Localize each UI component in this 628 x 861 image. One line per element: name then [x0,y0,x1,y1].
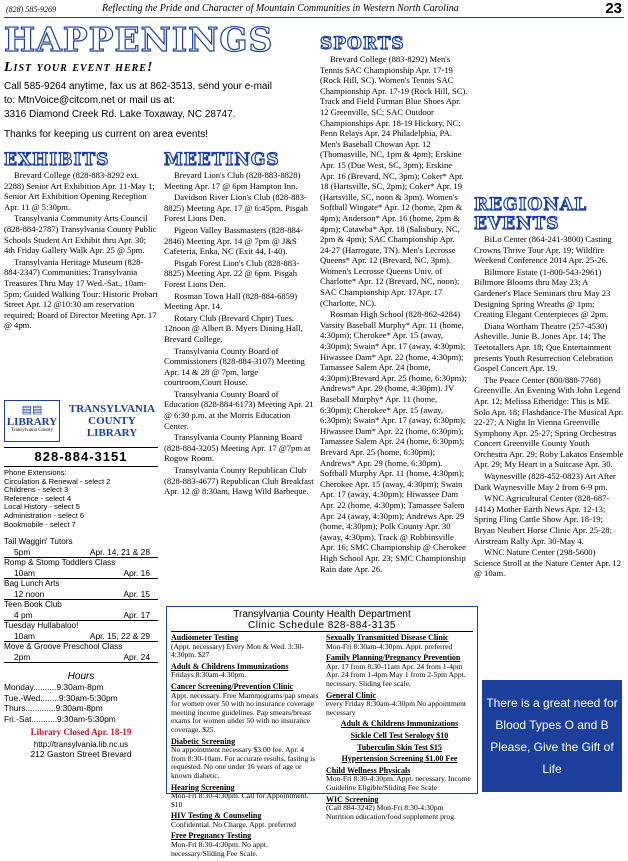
hours-title: Hours [67,671,95,683]
event-when: 10am Apr. 16 [4,568,158,579]
clinic-item: Family Planning/Pregnancy Prevention Apr. 17 from 8:30-11am Apr. 24 from 1-4pm Apr. 24 from 1-4pm May 1 from 2-5pm Appt. necessary. Sliding fee scale. [326,653,466,688]
call-line-1: Call 585-9264 anytime, fax us at 862-3513, send your e-mail [4,81,272,92]
library-url[interactable]: http://transylvania.lib.nc.us [33,740,129,750]
sports-list [320,54,468,574]
exhibit-item: Transylvania Heritage Museum (828-884-2347) Communities: Transylvania Treasures Thru May 17 Wed.-Sat., 10am-5pm; Guided Walking Tour: Historic Probart Street Apr. 12 @10:30 am reservation required; Board of Director Meeting Apr. 17 @ 4pm. [4,256,158,331]
clinic-item: Free Pregnancy Testing Mon-Fri 8:30-4:30pm. No appt. necessary/Sliding Fee Scale. [171,831,268,858]
event-when: 5pm Apr. 14, 21 & 28 [4,547,158,558]
library-events [4,537,158,663]
meeting-item: Transylvania County Republican Club (828-883-4677) Republican Club Breakfast Apr. 12 @ 8:30am, Hawg Wild Barbeque. [164,465,314,497]
exhibit-item: Brevard College (828-883-8292 ext. 2288) Senior Art Exhibition Apr. 11-May 1; Senior Art Exhibition Opening Reception Apr. 11 @ 5:30pm. [4,170,155,212]
page-number: 23 [605,0,622,17]
exhibit-item: Transylvania Community Arts Council (828-884-2787) Transylvania County Public Schools Student Art Exhibit thru Apr. 30; 4th Friday Gallery Walk Apr. 25 @ 5pm. [4,213,157,256]
clinic-item: Tuberculin Skin Test $15 [357,742,442,752]
clinic-item: Audiometer Testing (Appt. necessary) Every Mon & Wed. 3:30-4:30pm. $27 [171,633,304,660]
clinic-item: HIV Testing & Counseling Confidential. No Charge. Appt. preferred [171,811,296,829]
clinic-box [166,606,478,858]
library-address: 212 Gaston Street Brevard [30,749,132,760]
library-phone: 828-884-3151 [4,447,158,467]
library-name-2: COUNTY [88,415,136,427]
meeting-item: Rosman Town Hall (828-884-6859) Meeting Apr. 14. [164,290,298,312]
sports-title: SPORTS [320,34,405,54]
event-when: 10am Apr. 15, 22 & 29 [4,631,158,642]
hours-row: Monday..........9:30am-8pm [4,682,104,693]
clinic-item: Hypertension Screening $1.00 Fee [341,754,458,764]
blood-line-1: There is a great need for [486,696,618,710]
meeting-item: Transylvania County Board of Education (828-884-6173) Meeting Apr. 21 @ 6:30 p.m. at the Morris Education Center. [164,388,314,431]
hours-row: Tue.-Wed........9:30am-5:30pm [4,692,118,703]
phone-option: Local History - select 5 [4,502,80,512]
regional-item: WNC Agricultural Center (828-687-1414) Mother Earth News Apr. 12-13; Spring Fling Cattle Show Apr. 18-19; Bryan Neubert Horse Clinic Apr. 25-28; Airstream Rally Apr. 30-May 4. [474,493,612,546]
regional-item: WNC Nature Center (298-5600) Science Stroll at the Nature Center Apr. 12 @ 10am. [474,547,622,579]
regional-list [474,234,624,579]
blood-drive-ad [482,680,622,792]
clinic-item: General Clinic every Friday 8:30am-4:30pm No appointment necessary [326,690,467,717]
library-logo-badge [4,400,60,442]
library-name-3: LIBRARY [86,427,138,439]
event-when: 2pm Apr. 24 [4,652,158,663]
happenings-title: HAPPENINGS [4,20,274,59]
event-title: Teen Book Club [4,600,62,610]
regional-item: The Peace Center (800/888-7768) Greenville. An Evening With John Legend Apr. 12; Melissa Etheridge: This is ME Solo Apr. 18; Flashdance-The Musical Apr. 22-27; A Night In Vienna Greenville Symphony Apr. 25-27; Spring Orchestras Concert Greenville County Youth Orchestra Apr. 29; Roby Lakatos Ensemble Apr. 29; My Heart in a Suitcase Apr. 30. [474,374,624,470]
phone-option: Phone Extensions: [4,468,67,477]
event-when: 12 noon Apr. 15 [4,589,158,600]
phone-option: Bookmobile - select 7 [4,519,76,529]
event-title: Tail Waggin' Tutors [4,537,73,547]
hours-row: Thurs.............9:30am-8pm [4,703,103,714]
regional-item: BiLo Center (864-241-3800) Casting Crowns Thrive Tour Apr. 19; Wildfire Weekend Conference 2014 Apr. 25-26. [474,234,612,266]
meeting-item: Transylvania County Board of Commissioners (828-884-3107) Meeting Apr. 14 & 28 @ 7pm, large courtroom,Court House. [164,345,305,388]
happenings-subtitle: List your event here! [4,60,154,75]
library-phone-options [4,469,158,529]
meetings-section [164,150,314,605]
clinic-right-col [326,634,473,861]
clinic-item: Hearing Screening Mon-Fri 8:30-4:30pm. Call for Appointment. $10 [171,782,309,809]
clinic-item: Sickle Cell Test Serology $10 [350,730,449,740]
event-title: Tuesday Hullabaloo! [4,621,79,631]
blood-line-3: Please, Give the Gift of Life [490,740,614,776]
clinic-item: Diabetic Screening No appointment necessary $3.00 fee. Apr. 4 from 8:30-10am. For accurate results, fasting is requested. No one under 16 years of age or known diabetic. [171,736,316,780]
regional-item: Biltmore Estate (1-800-543-2961) Biltmore Blooms thru May 23; A Gardener's Place Seminars thru May 23 Designing Spring Wreaths @ 1pm; Creating Elegant Centerpieces @ 2pm. [474,266,611,320]
library-name-1: TRANSYLVANIA [68,403,156,415]
meeting-item: Rotary Club (Brevard Chptr) Tues. 12noon @ Albert B. Myers Dining Hall, Brevard College. [164,312,303,344]
clinic-item: Cancer Screening/Prevention Clinic Appt. necessary. Free Mammograms/pap smears for women over 50 with no insurance coverage meeting income guidelines. Pap smears/breast exams for women under 50 with no insurance coverage. $25. [171,681,319,734]
meeting-item: Transylvania County Planning Board (828-884-3205) Meeting Apr. 17 @7pm at Rogow Room. [164,432,311,464]
header-phone: (828) 585-9269 [6,5,56,14]
meeting-item: Brevard Lion's Club (828-883-8828) Meeting Apr. 17 @ 6pm Hampton Inn. [164,170,301,191]
clinic-item: Adult & Childrens Immunizations [340,719,459,729]
event-title: Move & Groove Preschool Class [4,642,123,652]
clinic-item: Child Wellness Physicals Mon-Fri 8:30-4:30pm. Appt. necessary. Income Guideline Eligible/Sliding Fee Scale [326,765,471,792]
regional-title: REGIONAL EVENTS [474,195,588,234]
library-logo [4,398,158,444]
phone-option: Childrens - select 3 [4,485,69,495]
hours-row: Fri.-Sat...........9:30am-5:30pm [4,713,116,724]
clinic-item: Sexually Transmitted Disease Clinic Mon-Fri 8:30am-4:30pm. Appt. preferred [326,633,453,651]
sports-item: Brevard College (883-8292) Men's Tennis SAC Championship Apr. 17-19 (Rock Hill, SC). Women's Tennis SAC Championship Apr. 17-19 (Rock Hill, SC). Track and Field Furman Blue Shoes Apr. 12 Greenville, SC; SAC Outdoor Championships Apr. 18-19 Hickory, NC; Penn Relays Apr. 24 Philadelphia, PA. Men's Baseball Chowan Apr. 12 (Thomasville, NC, 1pm & 4pm); Erskine Apr. 15 (Due West, SC, 3pm); Erskine Apr. 16 (Brevard, NC, 3pm); Coker* Apr. 18 (Hartsville, SC, 2pm); Coker* Apr. 19 (Hartsville, SC, noon & 3pm). Women's Softball Wingate* Apr. 12 (home, 2pm & 4pm); Anderson* Apr. 16 (home, 2pm & 4pm); Catawba* Apr. 18 (Salisbury, NC, 2pm & 4pm); SAC Championship Apr. 24-27 (Harrogate, TN). Men's Lecrosse Queens* Apr. 12 (Brevard, NC, 3pm). Women's Lecrosse Queens Univ. of Charlotte* Apr. 12 (Brevard, NC, noon); SAC Championship Apr. 17Apr. 17 (Charlotte, NC). [320,54,468,308]
call-line-2: to: MtnVoice@citcom.net or mail us at: [4,95,175,106]
exhibits-section [4,150,158,395]
sports-item: Rosman High School (828-862-4284) Varsity Baseball Murphy* Apr. 11 (home, 4:30pm); Cherokee* Apr. 15 (away, 4:30pm); Swain* Apr. 17 (away, 4:30pm); Hiwassee Dam* Apr. 22 (home, 4:30pm); Tamassee Salem Apr. 24 (home, 4:30pm);Brevard Apr. 25 (home, 6:30pm); Andrews* Apr. 29 (home, 4:30pm). JV Baseball Murphy* Apr. 11 (home, 6:30pm); Cherokee* Apr. 15 (away, 6:30pm); Swain* Apr. 17 (away, 6:30pm); Hiwassee Dam* Apr. 22 (home, 6:30pm); Tamassee Salem Apr. 24 (home, 6:30pm); Brevard Apr. 25 (home, 6:30pm); Andrews* Apr. 29 (home, 6:30pm). Softball Murphy Apr. 11 (home, 4:30pm); Cherokee Apr. 15 (away, 4:30pm); Swain Apr. 17 (away, 4:30pm); Hiwassee Dam Apr. 22 (home, 4:30pm); Tamassee Salem Apr. 24 (away, 4:30pm); Andrews Apr. 29 (home, 4:30pm); Polk County Apr. 30 (away, 4:30pm). Track @ Robbinsville Apr. 16; SMC Championship @ Cherokee High School Apr. 23; SMC Championship Rain date Apr. 26. [320,309,467,574]
event-when: 4 pm Apr. 17 [4,610,158,621]
library-ad [4,398,158,794]
phone-option: Circulation & Renewal - select 2 [4,476,111,486]
call-line-3: 3316 Diamond Creek Rd. Lake Toxaway, NC 28747. [4,109,236,120]
phone-option: Reference - select 4 [4,493,72,503]
library-logo-sub: Transylvania County [11,428,53,433]
event-title: Bag Lunch Arts [4,579,60,589]
hours-list [4,682,158,724]
clinic-title-2: Clinic Schedule 828-884-3135 [171,620,473,632]
meeting-item: Pigeon Valley Bassmasters (828-884-2846) Meeting Apr. 14 @ 7pm @ J&S Cafeteria, Enka, NC (Exit 44, I-40). [164,224,303,257]
clinic-title-1: Transylvania County Health Department [233,609,411,620]
library-logo-word: LIBRARY [6,416,58,428]
meeting-item: Pisgah Forest Lion's Club (828-883-8825) Meeting Apr. 22 @ 6pm. Pisgah Forest Lions Den. [164,257,300,289]
book-icon: ▤▤ [21,404,43,416]
page-header [4,2,624,18]
thanks-line: Thanks for keeping us current on area events! [4,129,209,140]
exhibits-list [4,170,158,331]
sports-section [320,34,468,604]
meeting-item: Davidson River Lion's Club (828-883-8825) Meeting Apr. 17 @ 6:45pm. Pisgah Forest Lions Den. [164,192,308,224]
meetings-list [164,170,314,497]
phone-option: Administration - select 6 [4,510,85,520]
meetings-title: MEETINGS [164,150,280,170]
regional-item: Diana Wortham Theatre (257-4530) Asheville. Junie B. Jones Apr. 14; The Teetotallers Apr. 18; Que Entertainment presents Youth Resurrection Celebration Gospel Concert Apr. 19. [474,320,613,374]
clinic-item: Adult & Childrens Immunizations Fridays 8:30am-4:30pm. [171,661,289,680]
regional-item: Waynesville (828-452-0823) Art After Dark Waynesville May 2 from 6-9 pm. [474,471,616,492]
regional-section [474,196,624,594]
clinic-left-col [171,634,320,861]
clinic-item: WIC Screening (Call 884-3242) Mon-Fri 8:30-4:30pm Nutrition education/food supplement prog. [326,794,456,821]
exhibits-title: EXHIBITS [4,150,110,170]
header-tagline: Reflecting the Pride and Character of Mountain Communities in Western North Carolina [102,3,459,14]
event-title: Romp & Stomp Toddlers Class [4,558,116,568]
blood-line-2: Blood Types O and B [495,718,609,732]
library-closed: Library Closed Apr. 18-19 [30,727,132,738]
